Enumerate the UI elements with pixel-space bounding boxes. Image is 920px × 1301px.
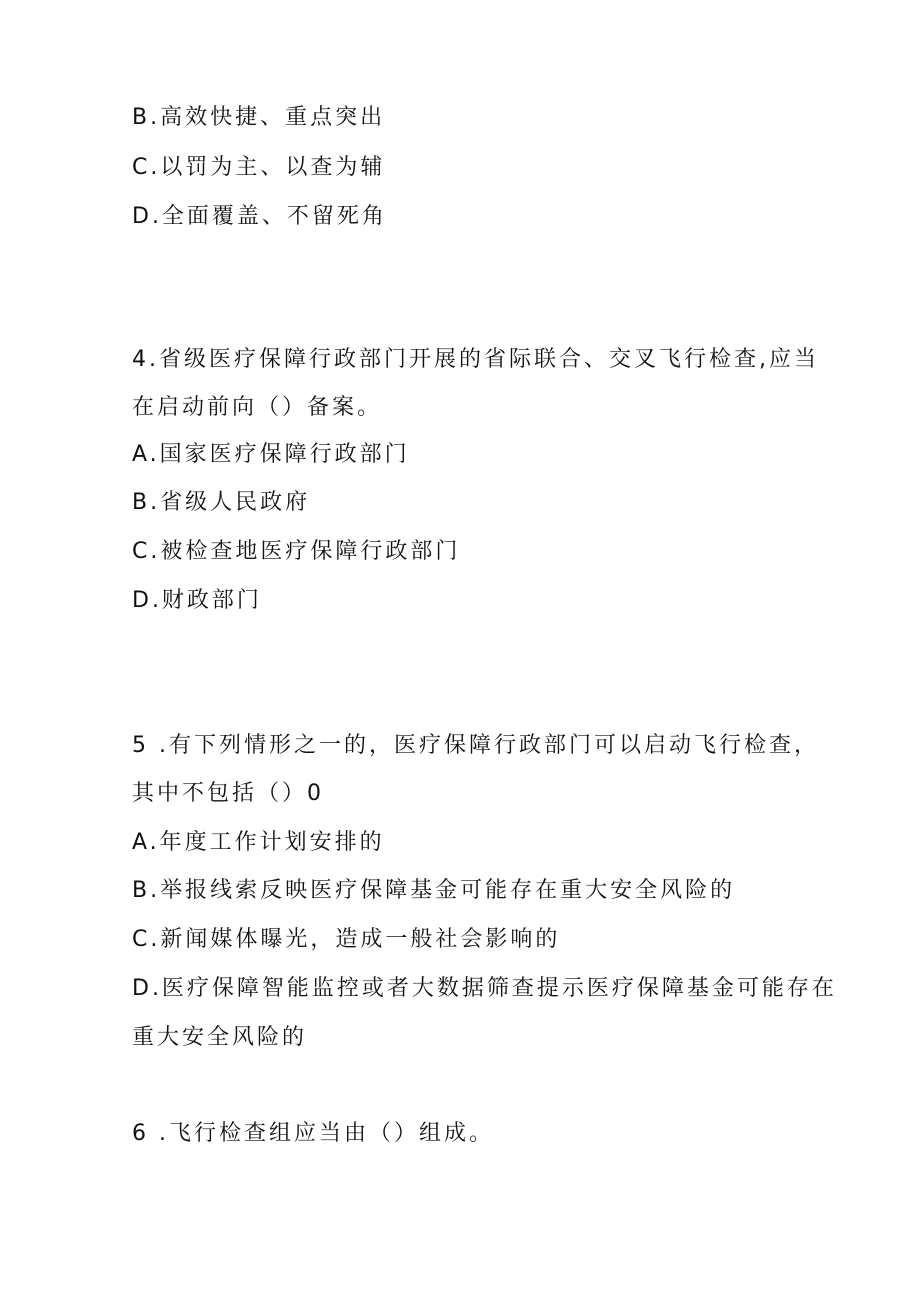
q5-option-c: C.新闻媒体曝光，造成一般社会影响的 [132, 927, 561, 952]
q5-option-d: D.医疗保障智能监控或者大数据筛查提示医疗保障基金可能存在 [132, 976, 837, 1001]
q5-option-d-line2: 重大安全风险的 [132, 1025, 308, 1050]
q3-option-c: C.以罚为主、以查为辅 [132, 155, 386, 180]
q4-stem-line1: 4.省级医疗保障行政部门开展的省际联合、交叉飞行检查,应当 [132, 347, 819, 372]
q4-option-a: A.国家医疗保障行政部门 [132, 442, 410, 467]
q5-option-a: A.年度工作计划安排的 [132, 830, 385, 855]
q4-stem-line2: 在启动前向（）备案。 [132, 395, 383, 420]
q5-stem-line2: 其中不包括（）0 [132, 781, 324, 806]
q4-option-d: D.财政部门 [132, 588, 262, 613]
q3-option-d: D.全面覆盖、不留死角 [132, 204, 387, 229]
q6-stem-line1: 6 .飞行检查组应当由（）组成。 [132, 1121, 494, 1146]
q5-option-b: B.举报线索反映医疗保障基金可能存在重大安全风险的 [132, 878, 736, 903]
q4-option-b: B.省级人民政府 [132, 490, 311, 515]
q4-option-c: C.被检查地医疗保障行政部门 [132, 539, 461, 564]
q3-option-b: B.高效快捷、重点突出 [132, 105, 386, 130]
q5-stem-line1: 5 .有下列情形之一的，医疗保障行政部门可以启动飞行检查， [132, 733, 819, 758]
